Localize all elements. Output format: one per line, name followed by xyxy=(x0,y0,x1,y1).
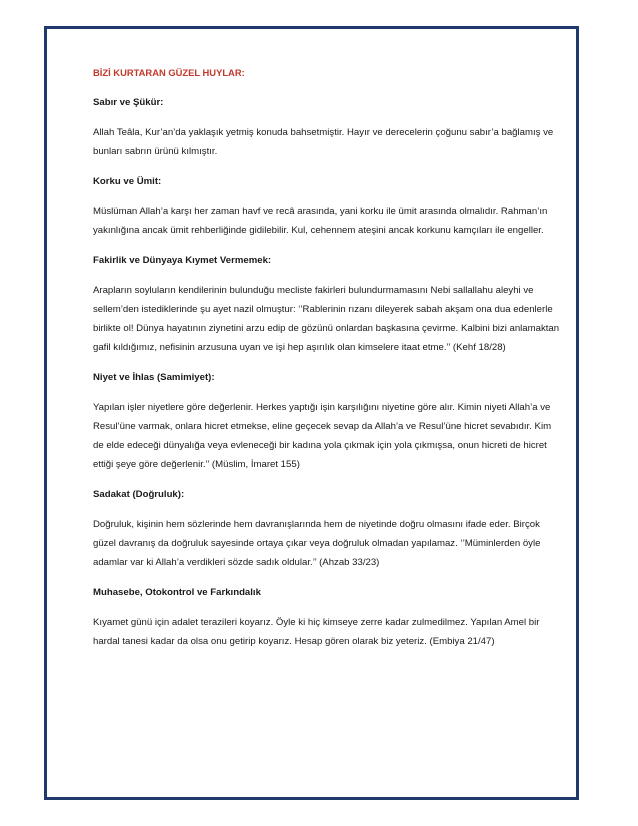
section-paragraph-muhasebe xyxy=(93,613,563,651)
section-heading-muhasebe: Muhasebe, Otokontrol ve Farkındalık xyxy=(93,587,261,598)
section-paragraph-sabir xyxy=(93,123,563,161)
paragraph-text: Allah Teâla, Kur’an’da yaklaşık yetmiş konuda bahsetmiştir. Hayır ve derecelerin çoğunu sabır’a bağlamış ve bunları sabrın ürünü kılmıştır. xyxy=(93,127,554,157)
paragraph-text: Kıyamet günü için adalet terazileri koyarız. Öyle ki hiç kimseye zerre kadar zulmedilmez. Yapılan Amel bir hardal tanesi kadar da olsa onu getirip koyarız. Hesap gören olarak biz yeteriz. (Embiya 21/47) xyxy=(93,617,540,647)
section-heading-fakirlik: Fakirlik ve Dünyaya Kıymet Vermemek: xyxy=(93,255,272,266)
document-body xyxy=(93,63,563,662)
section-heading-korku: Korku ve Ümit: xyxy=(93,176,162,187)
section-heading-sadakat: Sadakat (Doğruluk): xyxy=(93,489,185,500)
section-paragraph-niyet xyxy=(93,398,563,474)
paragraph-text: Yapılan işler niyetlere göre değerlenir. Herkes yaptığı işin karşılığını niyetine göre alır. Kimin niyeti Allah’a ve Resul’üne varmak, onlara hicret etmekse, eline geçecek sevap da Allah’a ve Resul’üne hicret sevabıdır. Kim de elde edeceği dünyalığa veya evleneceği bir kadına yola çıkmak için yola çıkmışsa, onun hicreti de hicret ettiği şeye göre değerlenir.’’ (Müslim, İmaret 155) xyxy=(93,402,552,470)
document-title: BİZİ KURTARAN GÜZEL HUYLAR: xyxy=(93,67,245,78)
section-heading-niyet: Niyet ve İhlas (Samimiyet): xyxy=(93,372,215,383)
section-paragraph-korku xyxy=(93,202,563,240)
section-heading-sabir: Sabır ve Şükür: xyxy=(93,97,164,108)
section-paragraph-fakirlik xyxy=(93,281,563,357)
paragraph-text: Arapların soyluların kendilerinin bulunduğu mecliste fakirleri bulundurmamasını Nebi sallallahu aleyhi ve sellem’den istediklerinde şu ayet nazil olmuştur: ‘’Rablerinin rızanı dileyerek sabah akşam ona dua edenlerle birlikte ol! Dünya hayatının ziynetini arzu edip de gözünü onlardan başkasına çevirme. Kalbini bizi anlamaktan gafil kıldığımız, nefisinin arzusuna uyan ve işi hep aşırılık olan kimselere itaat etme.’’ (Kehf 18/28) xyxy=(93,285,560,353)
paragraph-text: Doğruluk, kişinin hem sözlerinde hem davranışlarında hem de niyetinde doğru olmasını ifade eder. Birçok güzel davranış da doğruluk sayesinde ortaya çıkar veya doğruluk olmadan yapılamaz. ‘’Müminlerden öyle adamlar var ki Allah’a verdikleri sözde sadık oldular.’’ (Ahzab 33/23) xyxy=(93,519,541,568)
section-paragraph-sadakat xyxy=(93,515,563,572)
paragraph-text: Müslüman Allah’a karşı her zaman havf ve recâ arasında, yani korku ile ümit arasında olmalıdır. Rahman’ın yakınlığına ancak ümit rehberliğinde gidilebilir. Kul, cehennem ateşini ancak korkunu kamçıları ile engeller. xyxy=(93,206,548,236)
